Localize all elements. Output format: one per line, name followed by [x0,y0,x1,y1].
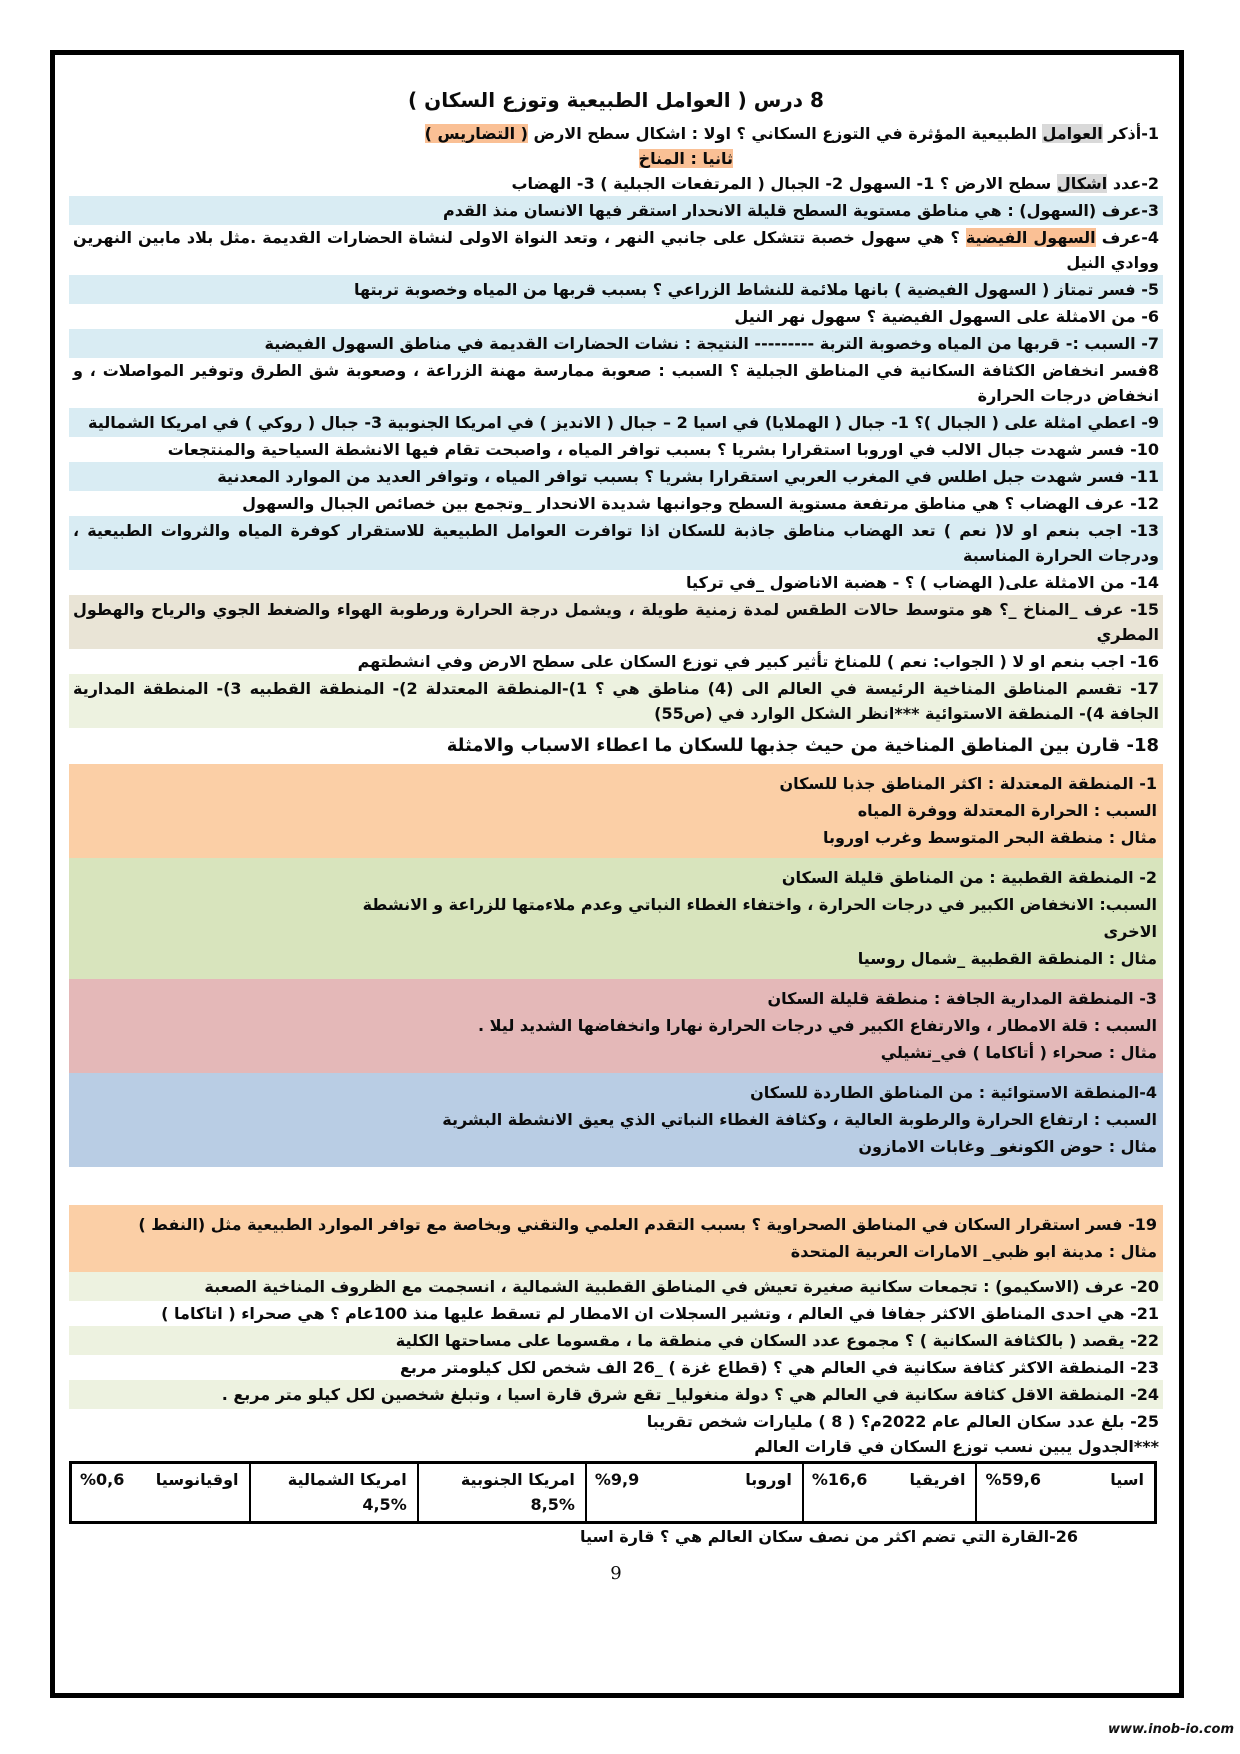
question-18-heading: 18- قارن بين المناطق المناخية من حيث جذبها للسكان ما اعطاء الاسباب والامثلة [446,735,1159,756]
climate-zone-equatorial [69,1073,1163,1167]
continent-name: اوقيانوسيا [155,1470,239,1489]
question-23: 23- المنطقة الاكثر كثافة سكانية في العالم هي ؟ (قطاع غزة ) _26 الف شخص لكل كيلومتر مربع [399,1358,1159,1377]
zone-example: مثال : المنطقة القطبية _شمال روسيا [857,949,1157,968]
table-cell-africa [803,1463,977,1523]
continent-pct: %0,6 [80,1470,125,1489]
question-2 [69,171,1163,196]
continent-name: اوروبا [745,1470,792,1489]
question-16: 16- اجب بنعم او لا ( الجواب: نعم ) للمناخ تأثير كبير في توزع السكان على سطح الارض وفي انشطتهم [357,652,1159,671]
zone-cause-cont: الاخرى [1103,922,1157,941]
climate-zone-temperate [69,764,1163,858]
question-7: 7- السبب :- قربها من المياه وخصوبة التربة --------- النتيجة : نشات الحضارات القديمة في مناطق السهول الفيضية [69,329,1163,358]
zone-cause: السبب : الحرارة المعتدلة ووفرة المياه [857,801,1157,820]
question-3: 3-عرف (السهول) : هي مناطق مستوية السطح قليلة الانحدار استقر فيها الانسان منذ القدم [69,196,1163,225]
question-22: 22- يقصد ( بالكثافة السكانية ) ؟ مجموع عدد السكان في منطقة ما ، مقسوما على مساحتها الكلية [69,1326,1163,1355]
continent-name: اسيا [1110,1470,1144,1489]
question-11: 11- فسر شهدت جبل اطلس في المغرب العربي استقرارا بشريا ؟ بسبب توافر المياه ، وتوافر العديد من الموارد المعدنية [69,462,1163,491]
q4-highlight-floodplains: السهول الفيضية [965,228,1096,247]
table-cell-north-america [250,1463,418,1523]
continent-pct: %9,9 [594,1470,640,1489]
q4-rest: ؟ هي سهول خصبة تتشكل على جانبي النهر ، وتعد النواة الاولى لنشاة الحضارات القديمة .مثل بلاد مابين النهرين ووادي النيل [73,228,1159,272]
question-20: 20- عرف (الاسكيمو) : تجمعات سكانية صغيرة تعيش في المناطق القطبية الشمالية ، انسجمت مع الظروف المناخية الصعبة [69,1272,1163,1301]
question-15: 15- عرف _المناخ _؟ هو متوسط حالات الطقس لمدة زمنية طويلة ، ويشمل درجة الحرارة ورطوبة الهواء والضغط الجوي والرياح والهطول المطري [69,595,1163,649]
page-number: 9 [610,1563,622,1584]
question-25: 25- بلغ عدد سكان العالم عام 2022م؟ ( 8 ) مليارات شخص تقريبا [646,1412,1159,1431]
question-6: 6- من الامثلة على السهول الفيضية ؟ سهول نهر النيل [734,307,1159,326]
zone-title: 3- المنطقة المدارية الجافة : منطقة قليلة السكان [767,989,1157,1008]
question-17: 17- تقسم المناطق المناخية الرئيسة في العالم الى (4) مناطق هي ؟ 1)-المنطقة المعتدلة 2)- المنطقة القطبيه 3)- المنطقة المدارية الجافة 4)- المنطقة الاستوائية ***انظر الشكل الوارد في (ص55) [69,674,1163,728]
climate-zone-tropical-dry [69,979,1163,1073]
q1-middle: الطبيعية المؤثرة في التوزع السكاني ؟ اولا : اشكال سطح الارض [527,124,1043,143]
question-9: 9- اعطي امثلة على ( الجبال )؟ 1- جبال ( الهملايا) في اسيا 2 – جبال ( الانديز ) في امريكا الجنوبية 3- جبال ( روكي ) في امريكا الشمالية [69,408,1163,437]
question-14: 14- من الامثلة على( الهضاب ) ؟ - هضبة الاناضول _في تركيا [685,573,1159,592]
zone-cause: السبب : ارتفاع الحرارة والرطوبة العالية ، وكثافة الغطاء النباتي الذي يعيق الانشطة البشرية [442,1110,1157,1129]
q1-prefix: 1-أذكر [1102,124,1159,143]
question-4 [69,225,1163,275]
continent-pct: %4,5 [362,1495,407,1514]
q2-rest: سطح الارض ؟ 1- السهول 2- الجبال ( المرتفعات الجبلية ) 3- الهضاب [511,174,1057,193]
zone-cause: السبب: الانخفاض الكبير في درجات الحرارة ، واختفاء الغطاء النباتي وعدم ملاءمتها للزراعة و الانشطة [362,895,1157,914]
question-21: 21- هي احدى المناطق الاكثر جفافا في العالم ، وتشير السجلات ان الامطار لم تسقط عليها منذ 100عام ؟ هي صحراء ( اتاكاما ) [161,1304,1159,1323]
continent-pct: %8,5 [530,1495,575,1514]
q1-highlight-terrain: ( التضاريس ) [424,124,528,143]
q2-prefix: 2-عدد [1107,174,1159,193]
table-cell-asia [976,1463,1155,1523]
question-26: 26-القارة التي تضم اكثر من نصف سكان العالم هي ؟ قارة اسيا [579,1527,1078,1546]
zone-example: مثال : صحراء ( أتاكاما ) في_تشيلي [880,1043,1157,1062]
question-19-block [69,1205,1163,1272]
table-cell-europe [586,1463,803,1523]
table-row [71,1463,1156,1523]
question-1-line2 [69,146,1163,171]
continent-pct: %59,6 [985,1470,1041,1489]
q19-line1: 19- فسر استقرار السكان في المناطق الصحراوية ؟ بسبب التقدم العلمي والتقني وبخاصة مع توافر الموارد الطبيعية مثل (النفط ) [138,1215,1157,1234]
table-cell-south-america [418,1463,586,1523]
q2-highlight-shapes: اشكال [1056,174,1108,193]
zone-example: مثال : منطقة البحر المتوسط وغرب اوروبا [822,828,1157,847]
page-frame [50,50,1184,1698]
continent-pct: %16,6 [811,1470,868,1489]
q19-line2: مثال : مدينة ابو ظبي_ الامارات العربية المتحدة [790,1242,1157,1261]
question-13: 13- اجب بنعم او لا( نعم ) تعد الهضاب مناطق جاذبة للسكان اذا توافرت العوامل الطبيعية للاستقرار كوفرة المياه والثروات الطبيعية ، ودرجات الحرارة المناسبة [69,516,1163,570]
zone-cause: السبب : قلة الامطار ، والارتفاع الكبير في درجات الحرارة نهارا وانخفاضها الشديد ليلا . [478,1016,1157,1035]
population-table [69,1461,1157,1524]
table-note: ***الجدول يبين نسب توزع السكان في قارات العالم [754,1437,1159,1456]
table-cell-oceania [71,1463,250,1523]
zone-title: 4-المنطقة الاستوائية : من المناطق الطاردة للسكان [750,1083,1157,1102]
continent-name: امريكا الجنوبية [460,1470,575,1489]
continent-name: امريكا الشمالية [287,1470,407,1489]
zone-title: 1- المنطقة المعتدلة : اكثر المناطق جذبا للسكان [779,774,1157,793]
site-watermark: www.inob-io.com [1108,1722,1234,1737]
question-10: 10- فسر شهدت جبال الالب في اوروبا استقرارا بشريا ؟ بسبب توافر المياه ، واصبحت تقام فيها الانشطة السياحية والمنتجعات [167,440,1159,459]
zone-example: مثال : حوض الكونغو_ وغابات الامازون [858,1137,1157,1156]
question-24: 24- المنطقة الاقل كثافة سكانية في العالم هي ؟ دولة منغوليا_ تقع شرق قارة اسيا ، وتبلغ شخصين لكل كيلو متر مربع . [69,1380,1163,1409]
question-5: 5- فسر تمتاز ( السهول الفيضية ) بانها ملائمة للنشاط الزراعي ؟ بسبب قربها من المياه وخصوبة تربتها [69,275,1163,304]
question-1 [69,121,1163,146]
lesson-title: 8 درس ( العوامل الطبيعية وتوزع السكان ) [408,88,824,112]
climate-zone-polar [69,858,1163,979]
continent-name: افريقيا [909,1470,966,1489]
q4-prefix: 4-عرف [1095,228,1159,247]
question-8: 8فسر انخفاض الكثافة السكانية في المناطق الجبلية ؟ السبب : صعوبة ممارسة مهنة الزراعة ، وصعوبة شق الطرق وتوفير المواصلات ، و انخفاض درجات الحرارة [73,361,1159,405]
q1-highlight-factors: العوامل [1042,124,1103,143]
q1-highlight-climate: ثانيا : المناخ [638,149,733,168]
zone-title: 2- المنطقة القطبية : من المناطق قليلة السكان [781,868,1157,887]
question-12: 12- عرف الهضاب ؟ هي مناطق مرتفعة مستوية السطح وجوانبها شديدة الانحدار _وتجمع بين خصائص الجبال والسهول [242,494,1159,513]
spacer [69,1167,1163,1205]
